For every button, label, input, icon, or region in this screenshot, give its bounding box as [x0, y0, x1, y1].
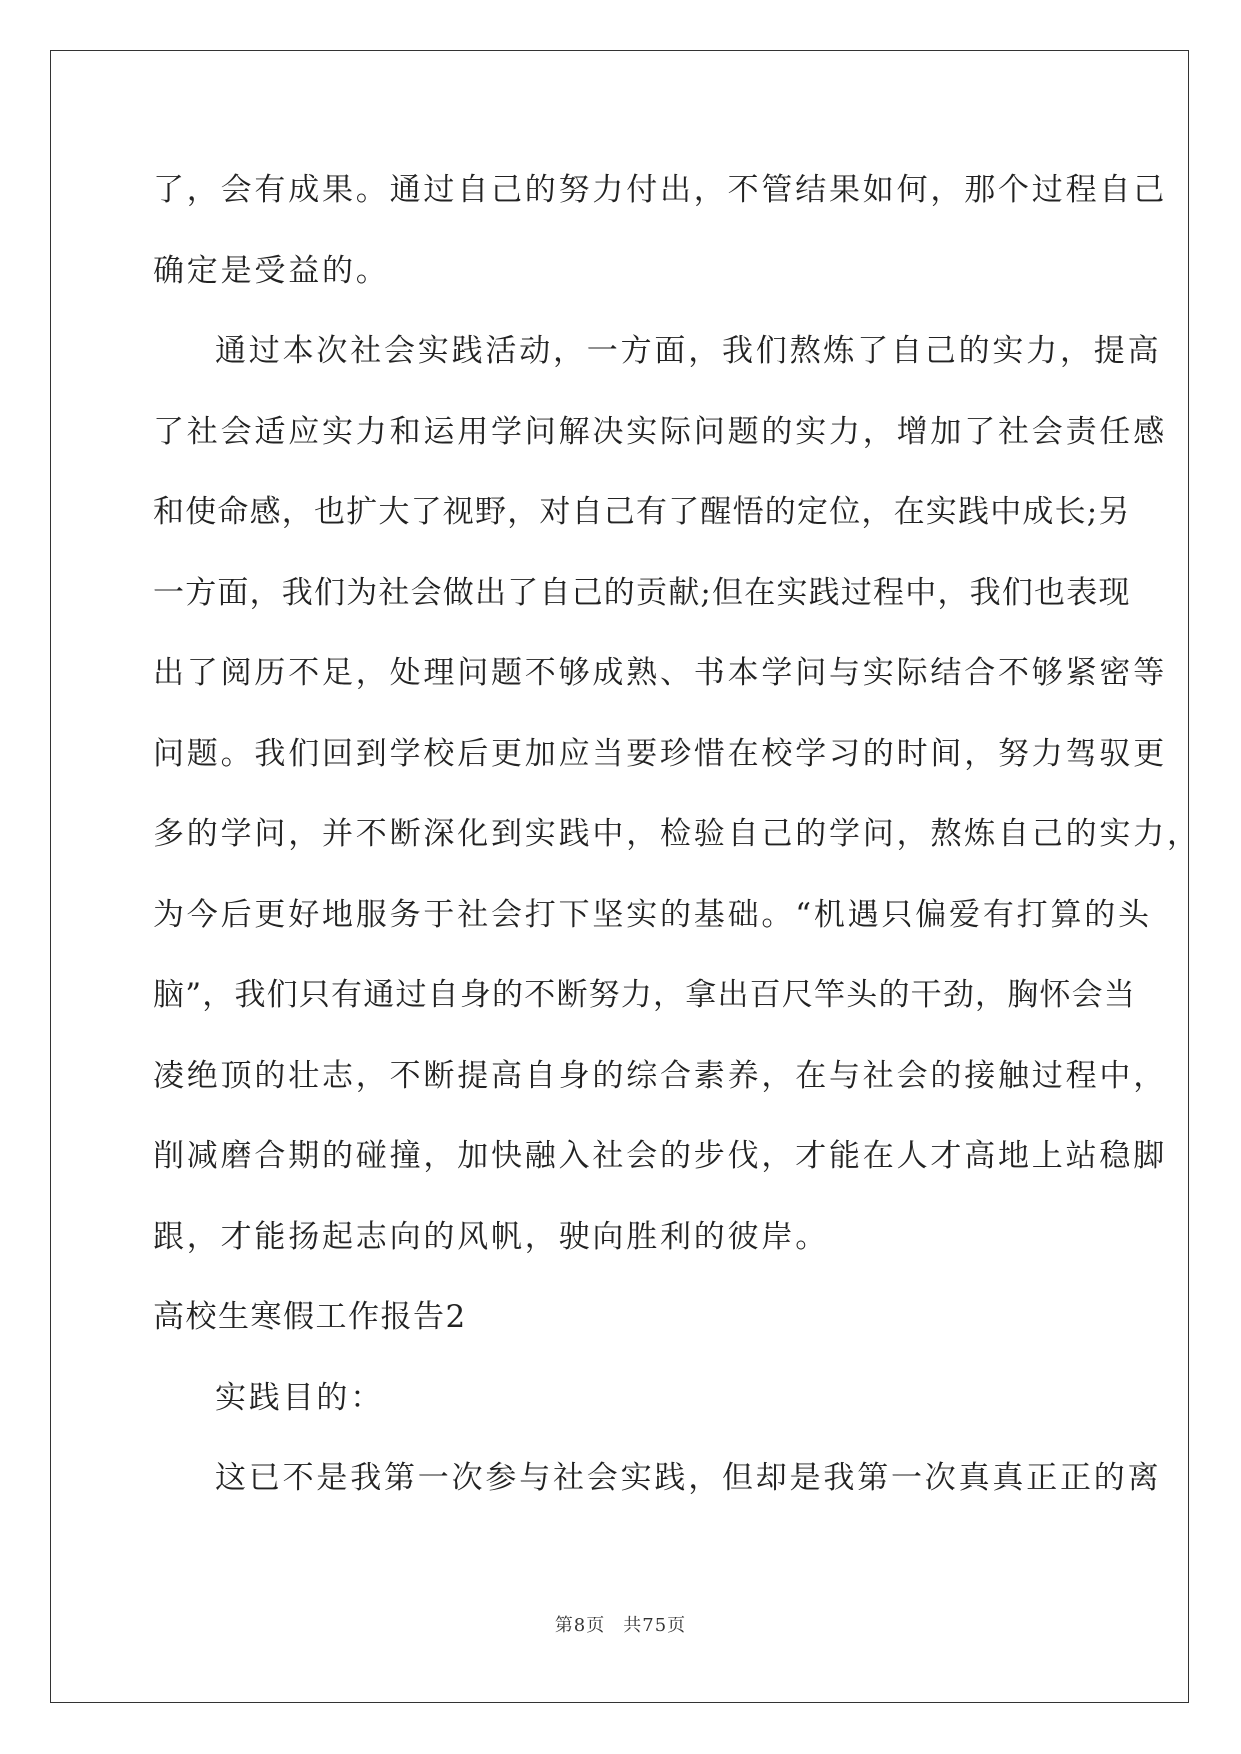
- text-line: 出了阅历不足，处理问题不够成熟、书本学问与实际结合不够紧密等: [153, 655, 1167, 691]
- document-body: [153, 158, 1201, 1527]
- text-line: 为今后更好地服务于社会打下坚实的基础。“机遇只偏爱有打算的头: [153, 896, 1152, 933]
- text-line: 了，会有成果。通过自己的努力付出，不管结果如何，那个过程自己: [153, 172, 1167, 208]
- text-line: 脑”，我们只有通过自身的不断努力，拿出百尺竿头的干劲，胸怀会当: [153, 977, 1137, 1013]
- text-line: 跟，才能扬起志向的风帆，驶向胜利的彼岸。: [153, 1218, 829, 1255]
- page-footer: [0, 1611, 1241, 1637]
- total-pages: 共75页: [623, 1615, 687, 1636]
- subheading: 实践目的：: [215, 1379, 384, 1416]
- paragraph-start: 通过本次社会实践活动，一方面，我们熬炼了自己的实力，提高: [215, 333, 1162, 369]
- section-heading: 高校生寒假工作报告2: [153, 1299, 467, 1335]
- text-line: 一方面，我们为社会做出了自己的贡献;但在实践过程中，我们也表现: [153, 574, 1131, 611]
- text-line: 和使命感，也扩大了视野，对自己有了醒悟的定位，在实践中成长;另: [153, 494, 1131, 530]
- text-line: 削减磨合期的碰撞，加快融入社会的步伐，才能在人才高地上站稳脚: [153, 1138, 1167, 1174]
- paragraph-start: 这已不是我第一次参与社会实践，但却是我第一次真真正正的离: [215, 1460, 1162, 1496]
- text-line: 确定是受益的。: [153, 252, 390, 289]
- text-line: 问题。我们回到学校后更加应当要珍惜在校学习的时间，努力驾驭更: [153, 735, 1167, 772]
- text-line: 凌绝顶的壮志，不断提高自身的综合素养，在与社会的接触过程中，: [153, 1057, 1167, 1094]
- text-line: 多的学问，并不断深化到实践中，检验自己的学问，熬炼自己的实力，: [153, 816, 1201, 852]
- page-number: 第8页: [554, 1615, 606, 1636]
- text-line: 了社会适应实力和运用学问解决实际问题的实力，增加了社会责任感: [153, 413, 1167, 450]
